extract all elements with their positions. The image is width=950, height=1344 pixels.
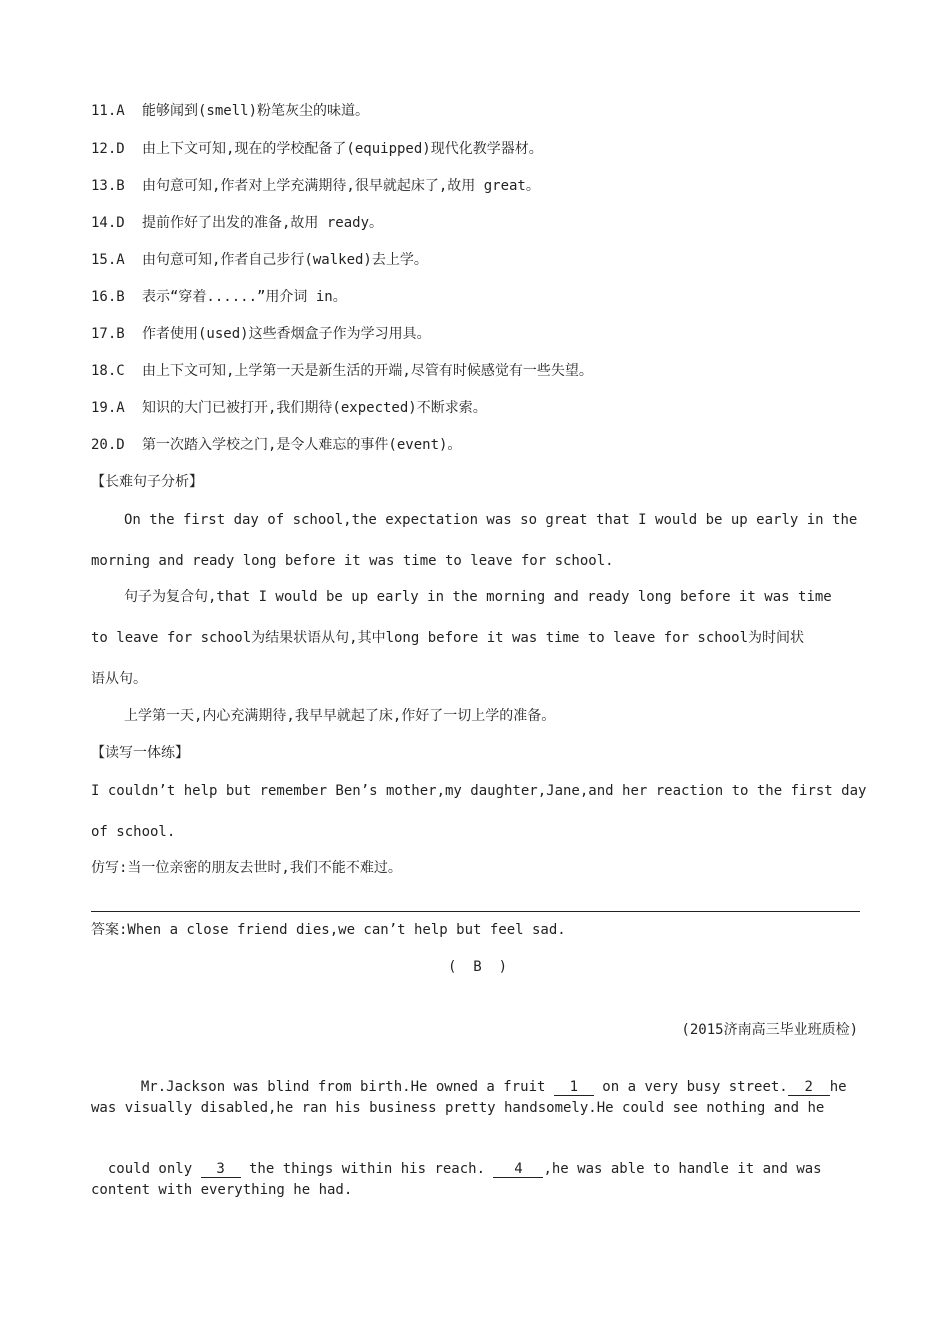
passage-text: could only [107, 1161, 201, 1177]
passage-text: ,he was able to handle it and was [543, 1161, 822, 1177]
answer-number: 11.A [91, 103, 125, 119]
answer-number: 18.C [91, 363, 125, 379]
analysis-explanation-continued: to leave for school为结果状语从句,其中long before it was time to leave for school为时间状 [91, 630, 805, 646]
practice-answer: 答案:When a close friend dies,we can’t help but feel sad. [91, 922, 566, 938]
answer-explanation: 知识的大门已被打开,我们期待(expected)不断求索。 [142, 400, 487, 416]
answer-number: 17.B [91, 326, 125, 342]
analysis-heading: 【长难句子分析】 [91, 474, 203, 490]
analysis-explanation: 句子为复合句,that I would be up early in the morning and ready long before it was time [124, 589, 832, 605]
answer-explanation: 能够闻到(smell)粉笔灰尘的味道。 [142, 103, 370, 119]
answer-item [91, 139, 543, 159]
answer-item [91, 324, 431, 344]
answer-explanation: 由句意可知,作者自己步行(walked)去上学。 [142, 252, 428, 268]
passage-text: on a very busy street. [593, 1079, 788, 1095]
answer-number: 15.A [91, 252, 125, 268]
cloze-blank-2: 2 [788, 1079, 830, 1096]
answer-item [91, 287, 347, 307]
passage-text: he [829, 1079, 847, 1095]
answer-explanation: 由句意可知,作者对上学充满期待,很早就起床了,故用 great。 [142, 178, 540, 194]
cloze-blank-4: 4 [493, 1161, 543, 1178]
answer-item [91, 435, 461, 455]
answer-item [91, 176, 540, 196]
section-label: ( B ) [448, 959, 508, 975]
practice-imitation-prompt: 仿写:当一位亲密的朋友去世时,我们不能不难过。 [91, 860, 402, 876]
practice-sentence: I couldn’t help but remember Ben’s mother,my daughter,Jane,and her reaction to the first day [91, 783, 867, 799]
passage-text: the things within his reach. [240, 1161, 494, 1177]
answer-divider [91, 911, 860, 912]
analysis-explanation-end: 语从句。 [91, 671, 147, 687]
answer-item [91, 101, 369, 121]
cloze-blank-1: 1 [554, 1079, 594, 1096]
analysis-sentence: On the first day of school,the expectation was so great that I would be up early in the [124, 512, 858, 528]
section-source: (2015济南高三毕业班质检) [681, 1022, 858, 1038]
answer-number: 20.D [91, 437, 125, 453]
answer-number: 19.A [91, 400, 125, 416]
answer-explanation: 作者使用(used)这些香烟盒子作为学习用具。 [142, 326, 431, 342]
answer-explanation: 提前作好了出发的准备,故用 ready。 [142, 215, 384, 231]
passage-line [91, 1139, 822, 1179]
answer-item [91, 361, 593, 381]
analysis-translation: 上学第一天,内心充满期待,我早早就起了床,作好了一切上学的准备。 [124, 708, 556, 724]
cloze-blank-3: 3 [201, 1161, 241, 1178]
passage-text: Mr.Jackson was blind from birth.He owned a fruit [140, 1079, 554, 1095]
passage-line: content with everything he had. [91, 1182, 353, 1198]
answer-number: 14.D [91, 215, 125, 231]
answer-explanation: 由上下文可知,现在的学校配备了(equipped)现代化教学器材。 [142, 141, 543, 157]
practice-sentence-continued: of school. [91, 824, 176, 840]
answer-number: 13.B [91, 178, 125, 194]
answer-item [91, 250, 428, 270]
answer-item [91, 213, 383, 233]
answer-item [91, 398, 487, 418]
passage-line [124, 1057, 847, 1097]
answer-explanation: 第一次踏入学校之门,是令人难忘的事件(event)。 [142, 437, 462, 453]
answer-number: 12.D [91, 141, 125, 157]
analysis-sentence-continued: morning and ready long before it was time to leave for school. [91, 553, 614, 569]
answer-explanation: 由上下文可知,上学第一天是新生活的开端,尽管有时候感觉有一些失望。 [142, 363, 593, 379]
answer-explanation: 表示“穿着......”用介词 in。 [142, 289, 347, 305]
practice-heading: 【读写一体练】 [91, 745, 189, 761]
passage-line: was visually disabled,he ran his business pretty handsomely.He could see nothing and he [91, 1100, 825, 1116]
answer-number: 16.B [91, 289, 125, 305]
